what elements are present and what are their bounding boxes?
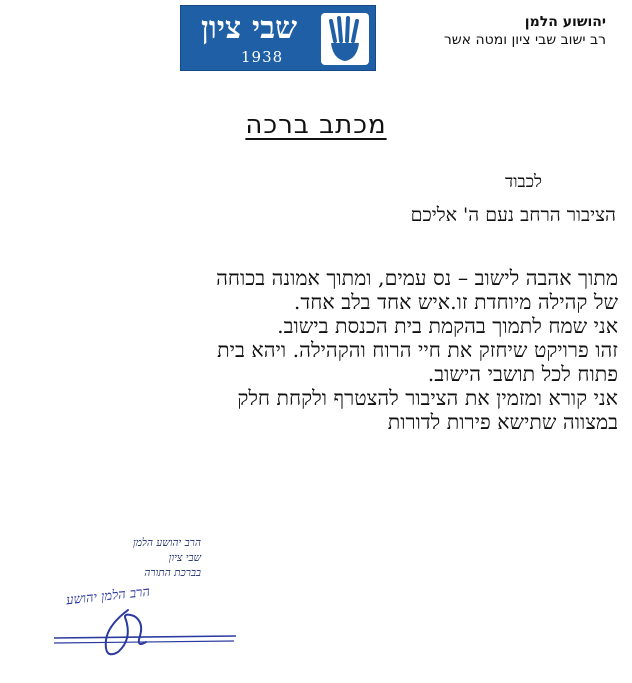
body-line: אני קורא ומזמין את הציבור להצטרף ולקחת חלק [237,386,618,410]
sender-block [444,14,606,48]
addressee: הציבור הרחב נעם ה' אליכם [410,204,616,226]
body-line: אני שמח לתמוך בהקמת בית הכנסת בישוב. [277,314,618,338]
signature-icon [48,590,248,670]
sender-role: רב ישוב שבי ציון ומטה אשר [443,32,606,48]
logo-name: שבי ציון [201,10,298,46]
handwritten-name: הרב הלמן יהושע [65,584,151,609]
salutation: לכבוד [505,172,542,192]
hand-wheat-emblem-icon [321,13,369,65]
logo-year: 1938 [241,48,284,66]
stamp-line: בברכת התורה [144,567,201,579]
body-line: של קהילה מיוחדת זו.איש אחד בלב אחד. [293,290,618,314]
body-line: מתוך אהבה לישוב – נס עמים, ומתוך אמונה בכוחה [216,266,618,290]
stamp-line: הרב יהושע הלמן [133,537,201,549]
body-line: זהו פרויקט שיחזק את חיי הרוח והקהילה. ויהא בית [217,338,618,362]
rabbi-stamp [66,536,201,581]
letter-title: מכתב ברכה [245,110,387,140]
stamp-line: שבי ציון [168,552,201,564]
body-line: במצווה שתישא פירות לדורות [387,410,618,434]
letter-body [216,266,618,434]
body-line: פתוח לכל תושבי הישוב. [427,362,618,386]
shavei-zion-logo [180,5,376,71]
sender-name: יהושוע הלמן [524,14,606,30]
